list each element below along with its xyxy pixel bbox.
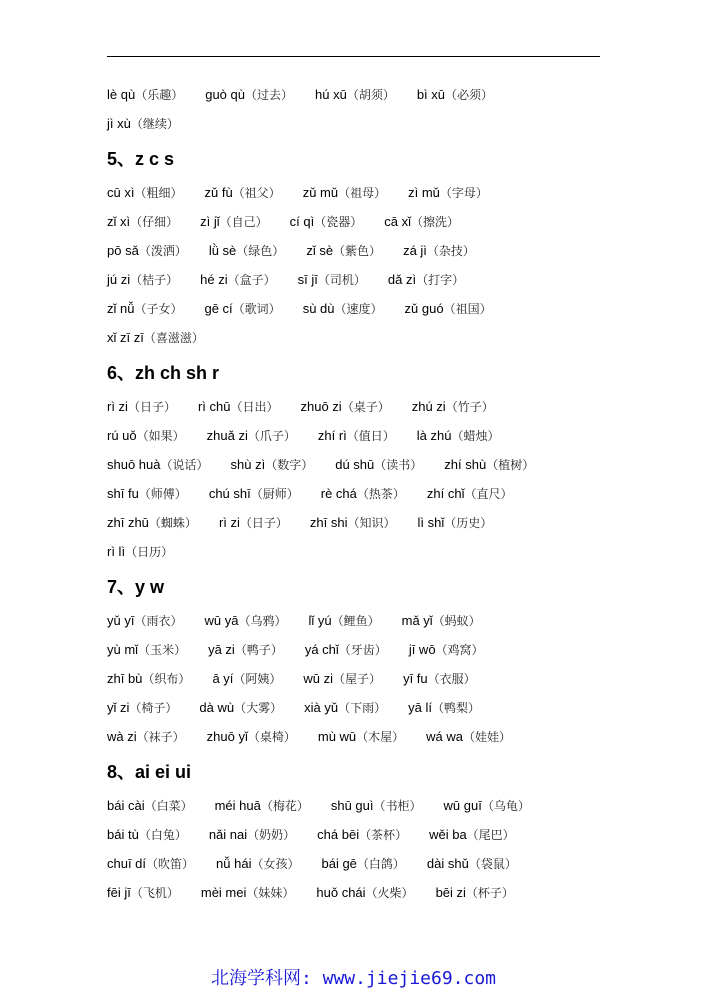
pinyin: gē cí	[204, 301, 233, 316]
pinyin: là zhú	[416, 428, 452, 443]
chinese-word: （喜滋滋）	[143, 331, 204, 345]
vocab-item	[209, 479, 299, 509]
word-row	[107, 820, 607, 849]
pinyin: shuō huà	[107, 457, 161, 472]
chinese-word: （白兔）	[138, 828, 187, 842]
pinyin: rì chū	[197, 399, 231, 414]
chinese-word: （爪子）	[247, 429, 296, 443]
word-row	[107, 178, 607, 207]
vocab-item	[107, 537, 173, 567]
chinese-word: （乌鸦）	[238, 614, 287, 628]
pinyin: chuī dí	[107, 856, 147, 871]
word-row	[107, 722, 607, 751]
section-heading: 7、y w	[107, 577, 165, 597]
word-row	[107, 635, 607, 664]
pinyin: zhí chǐ	[426, 486, 465, 501]
vocab-item	[204, 178, 280, 208]
vocab-item	[418, 508, 493, 538]
pinyin: mǎ yǐ	[401, 613, 433, 628]
pinyin: shū guì	[330, 798, 374, 813]
vocab-item	[205, 80, 293, 110]
pinyin: rè chá	[320, 486, 357, 501]
pinyin: dà wù	[199, 700, 235, 715]
chinese-word: （绿色）	[236, 244, 285, 258]
header-rule	[107, 56, 600, 57]
vocab-item	[388, 265, 464, 295]
vocab-item	[426, 722, 511, 752]
vocab-item	[303, 178, 386, 208]
vocab-item	[216, 849, 299, 879]
pinyin: xǐ zī zī	[107, 330, 144, 345]
chinese-word: （书柜）	[373, 799, 422, 813]
chinese-word: （娃娃）	[463, 730, 512, 744]
pinyin: pō sǎ	[107, 243, 139, 258]
vocab-item	[444, 791, 530, 821]
pinyin: rú uǒ	[107, 428, 137, 443]
chinese-word: （热茶）	[356, 487, 405, 501]
word-row	[107, 421, 607, 450]
pinyin: zhuō zi	[300, 399, 342, 414]
chinese-word: （竹子）	[445, 400, 494, 414]
pinyin: lǜ sè	[208, 243, 237, 258]
pinyin: rì lì	[107, 544, 126, 559]
chinese-word: （白鸽）	[356, 857, 405, 871]
vocab-item	[107, 265, 178, 295]
word-row	[107, 479, 607, 508]
chinese-word: （尾巴）	[466, 828, 515, 842]
section-heading: 8、ai ei ui	[107, 762, 192, 782]
chinese-word: （杂技）	[426, 244, 475, 258]
chinese-word: （乌龟）	[481, 799, 530, 813]
word-row	[107, 791, 607, 820]
word-row	[107, 849, 607, 878]
vocab-item	[231, 450, 314, 480]
chinese-word: （阿姨）	[233, 672, 282, 686]
chinese-word: （子女）	[134, 302, 183, 316]
vocab-item	[321, 849, 404, 879]
vocab-item	[409, 635, 484, 665]
vocab-item	[107, 479, 187, 509]
vocab-item	[403, 236, 475, 266]
pinyin: zhī bù	[107, 671, 143, 686]
chinese-word: （鸭梨）	[431, 701, 480, 715]
pinyin: zhuǎ zi	[206, 428, 248, 443]
vocab-item	[335, 450, 422, 480]
vocab-item	[301, 392, 390, 422]
vocab-item	[199, 693, 282, 723]
chinese-word: （木屋）	[356, 730, 405, 744]
chinese-word: （蜘蛛）	[148, 516, 197, 530]
vocab-item	[200, 265, 275, 295]
pinyin: fēi jī	[107, 885, 131, 900]
vocab-item	[204, 606, 286, 636]
pinyin: yǔ yī	[107, 613, 135, 628]
pinyin: zhú zi	[411, 399, 446, 414]
chinese-word: （盒子）	[227, 273, 276, 287]
chinese-word: （日子）	[239, 516, 288, 530]
word-row	[107, 294, 607, 323]
pinyin: hé zi	[200, 272, 228, 287]
pinyin: zá jì	[403, 243, 427, 258]
chinese-word: （袜子）	[136, 730, 185, 744]
pinyin: yǐ zi	[107, 700, 130, 715]
chinese-word: （椅子）	[129, 701, 178, 715]
chinese-word: （紫色）	[333, 244, 382, 258]
vocab-item	[402, 606, 481, 636]
pinyin: yā zi	[208, 642, 235, 657]
chinese-word: （继续）	[130, 117, 179, 131]
vocab-item	[204, 294, 280, 324]
vocab-item	[107, 450, 209, 480]
pinyin: jì xù	[107, 116, 131, 131]
vocab-item	[107, 849, 194, 879]
pinyin: xià yǔ	[304, 700, 339, 715]
chinese-word: （屋子）	[333, 672, 382, 686]
pinyin: bēi zi	[435, 885, 466, 900]
chinese-word: （植树）	[486, 458, 535, 472]
pinyin: nǎi nai	[208, 827, 248, 842]
pinyin: jī wō	[408, 642, 436, 657]
chinese-word: （直尺）	[464, 487, 513, 501]
vocab-item	[107, 323, 204, 353]
vocab-item	[317, 820, 407, 850]
pinyin: zhī zhū	[107, 515, 149, 530]
chinese-word: （值日）	[346, 429, 395, 443]
pinyin: bái tù	[107, 827, 139, 842]
vocab-item	[107, 421, 185, 451]
chinese-word: （祖国）	[443, 302, 492, 316]
vocab-item	[201, 878, 295, 908]
vocab-item	[306, 236, 381, 266]
pinyin: bái gē	[321, 856, 357, 871]
chinese-word: （读书）	[374, 458, 423, 472]
vocab-item	[298, 265, 366, 295]
vocab-item	[310, 508, 396, 538]
vocab-item	[107, 635, 186, 665]
pinyin: zǐ sè	[306, 243, 334, 258]
chinese-word: （蜡烛）	[451, 429, 500, 443]
vocab-item	[417, 80, 493, 110]
vocab-item	[107, 664, 190, 694]
vocab-item	[408, 693, 480, 723]
chinese-word: （如果）	[136, 429, 185, 443]
vocab-item	[384, 207, 459, 237]
chinese-word: （衣服）	[427, 672, 476, 686]
pinyin: zǔ guó	[404, 301, 444, 316]
chinese-word: （擦洗）	[410, 215, 459, 229]
pinyin: chú shī	[208, 486, 251, 501]
chinese-word: （杯子）	[465, 886, 514, 900]
word-row	[107, 80, 607, 109]
pinyin: dài shǔ	[426, 856, 469, 871]
pinyin: méi huā	[214, 798, 261, 813]
word-row	[107, 323, 607, 352]
pinyin: wū yā	[204, 613, 239, 628]
chinese-word: （字母）	[439, 186, 488, 200]
vocab-item	[107, 820, 187, 850]
vocab-item	[427, 479, 513, 509]
chinese-word: （日子）	[127, 400, 176, 414]
pinyin: sī jī	[297, 272, 318, 287]
chinese-word: （自己）	[219, 215, 268, 229]
vocab-item	[107, 207, 178, 237]
word-row	[107, 606, 607, 635]
vocab-item	[207, 421, 296, 451]
pinyin: wěi ba	[429, 827, 467, 842]
chinese-word: （桌椅）	[247, 730, 296, 744]
vocab-item	[303, 664, 381, 694]
vocab-item	[212, 664, 281, 694]
word-row	[107, 392, 607, 421]
pinyin: lì shǐ	[417, 515, 445, 530]
section-heading: 6、zh ch sh r	[107, 363, 220, 383]
chinese-word: （大雾）	[234, 701, 283, 715]
chinese-word: （鲤鱼）	[331, 614, 380, 628]
chinese-word: （白菜）	[144, 799, 193, 813]
word-row	[107, 207, 607, 236]
vocab-item	[219, 508, 288, 538]
word-row	[107, 693, 607, 722]
chinese-word: （梅花）	[260, 799, 309, 813]
word-row	[107, 265, 607, 294]
word-row	[107, 109, 607, 138]
pinyin: cí qì	[289, 214, 315, 229]
pinyin: ā yí	[212, 671, 234, 686]
vocab-item	[417, 421, 500, 451]
vocab-item	[107, 236, 187, 266]
vocab-item	[305, 635, 387, 665]
pinyin: zhí shù	[444, 457, 487, 472]
pinyin: yù mǐ	[107, 642, 139, 657]
chinese-word: （玉米）	[138, 643, 187, 657]
chinese-word: （歌词）	[232, 302, 281, 316]
vocab-item	[107, 294, 182, 324]
vocab-item	[331, 791, 422, 821]
chinese-word: （必须）	[445, 88, 494, 102]
chinese-word: （吹笛）	[146, 857, 195, 871]
vocab-item	[107, 178, 182, 208]
word-row	[107, 664, 607, 693]
chinese-word: （司机）	[317, 273, 366, 287]
pinyin: lè qù	[107, 87, 136, 102]
vocab-item	[444, 450, 534, 480]
vocab-item	[304, 693, 386, 723]
vocab-item	[316, 878, 413, 908]
chinese-word: （说话）	[160, 458, 209, 472]
pinyin: zhuō yǐ	[206, 729, 248, 744]
vocab-item	[107, 508, 197, 538]
chinese-word: （女孩）	[251, 857, 300, 871]
chinese-word: （织布）	[142, 672, 191, 686]
vocab-item	[207, 722, 296, 752]
vocab-item	[403, 664, 476, 694]
chinese-word: （师傅）	[138, 487, 187, 501]
vocab-item	[315, 80, 395, 110]
chinese-word: （日历）	[125, 545, 174, 559]
pinyin: rì zi	[218, 515, 240, 530]
chinese-word: （粗细）	[134, 186, 183, 200]
pinyin: wà zi	[107, 729, 137, 744]
word-row	[107, 450, 607, 479]
pinyin: zì mǔ	[408, 185, 440, 200]
vocab-item	[215, 791, 309, 821]
chinese-word: （下雨）	[338, 701, 387, 715]
pinyin: cā xǐ	[384, 214, 411, 229]
pinyin: sù dù	[302, 301, 335, 316]
vocab-item	[412, 392, 494, 422]
chinese-word: （瓷器）	[314, 215, 363, 229]
vocab-item	[308, 606, 379, 636]
vocab-item	[290, 207, 363, 237]
chinese-word: （泼洒）	[138, 244, 187, 258]
pinyin: bì xū	[416, 87, 446, 102]
vocab-item	[209, 236, 284, 266]
chinese-word: （雨衣）	[134, 614, 183, 628]
vocab-item	[198, 392, 279, 422]
section-heading: 5、z c s	[107, 149, 175, 169]
chinese-word: （桌子）	[341, 400, 390, 414]
vocab-item	[321, 479, 405, 509]
pinyin: zì jǐ	[200, 214, 220, 229]
pinyin: zhī shi	[309, 515, 348, 530]
pinyin: cū xì	[107, 185, 135, 200]
chinese-word: （奶奶）	[247, 828, 296, 842]
vocab-item	[107, 80, 183, 110]
pinyin: guò qù	[205, 87, 245, 102]
word-row	[107, 236, 607, 265]
chinese-word: （过去）	[244, 88, 293, 102]
vocab-item	[107, 693, 177, 723]
pinyin: nǚ hái	[216, 856, 252, 871]
pinyin: zǐ nǚ	[107, 301, 135, 316]
vocab-item	[107, 606, 182, 636]
vocab-item	[107, 722, 185, 752]
chinese-word: （鸭子）	[234, 643, 283, 657]
pinyin: mù wū	[317, 729, 357, 744]
pinyin: dú shū	[335, 457, 375, 472]
footer-watermark: 北海学科网: www.jiejie69.com	[210, 968, 497, 989]
chinese-word: （袋鼠）	[468, 857, 517, 871]
pinyin: yī fu	[403, 671, 428, 686]
pinyin: lǐ yú	[308, 613, 332, 628]
pinyin: dǎ zì	[387, 272, 417, 287]
chinese-word: （速度）	[334, 302, 383, 316]
chinese-word: （蚂蚁）	[432, 614, 481, 628]
vocab-item	[200, 207, 268, 237]
pinyin: zhí rì	[317, 428, 347, 443]
vocab-item	[107, 109, 179, 139]
pinyin: rì zi	[107, 399, 128, 414]
vocab-item	[303, 294, 383, 324]
word-row	[107, 878, 607, 907]
pinyin: chá bēi	[317, 827, 360, 842]
pinyin: wū guī	[443, 798, 482, 813]
pinyin: zǔ fù	[204, 185, 233, 200]
vocab-item	[318, 421, 395, 451]
chinese-word: （乐趣）	[135, 88, 184, 102]
chinese-word: （鸡窝）	[435, 643, 484, 657]
chinese-word: （桔子）	[130, 273, 179, 287]
chinese-word: （祖母）	[338, 186, 387, 200]
pinyin: huǒ chái	[316, 885, 366, 900]
vocab-item	[107, 878, 179, 908]
chinese-word: （飞机）	[130, 886, 179, 900]
chinese-word: （仔细）	[130, 215, 179, 229]
chinese-word: （茶杯）	[359, 828, 408, 842]
chinese-word: （打字）	[416, 273, 465, 287]
vocab-item	[436, 878, 514, 908]
pinyin: shù zì	[230, 457, 266, 472]
chinese-word: （日出）	[230, 400, 279, 414]
chinese-word: （知识）	[347, 516, 396, 530]
vocab-item	[427, 849, 517, 879]
pinyin: bái cài	[107, 798, 145, 813]
pinyin: zǔ mǔ	[302, 185, 339, 200]
pinyin: wá wa	[426, 729, 464, 744]
chinese-word: （祖父）	[232, 186, 281, 200]
vocab-item	[429, 820, 515, 850]
vocab-item	[408, 178, 488, 208]
pinyin: mèi mei	[200, 885, 247, 900]
chinese-word: （火柴）	[365, 886, 414, 900]
pinyin: hú xū	[315, 87, 347, 102]
vocab-item	[405, 294, 492, 324]
vocab-item	[318, 722, 404, 752]
vocab-item	[208, 635, 283, 665]
word-row	[107, 508, 607, 537]
chinese-word: （数字）	[265, 458, 314, 472]
word-row	[107, 537, 607, 566]
vocab-item	[107, 791, 193, 821]
document-body	[107, 80, 607, 907]
chinese-word: （胡须）	[346, 88, 395, 102]
vocab-item	[107, 392, 176, 422]
pinyin: yá chǐ	[304, 642, 339, 657]
pinyin: zǐ xì	[107, 214, 131, 229]
chinese-word: （历史）	[444, 516, 493, 530]
chinese-word: （妹妹）	[246, 886, 295, 900]
chinese-word: （牙齿）	[338, 643, 387, 657]
pinyin: shī fu	[107, 486, 139, 501]
pinyin: wū zi	[303, 671, 334, 686]
pinyin: yā lí	[408, 700, 432, 715]
vocab-item	[209, 820, 295, 850]
pinyin: jú zi	[107, 272, 131, 287]
chinese-word: （厨师）	[250, 487, 299, 501]
